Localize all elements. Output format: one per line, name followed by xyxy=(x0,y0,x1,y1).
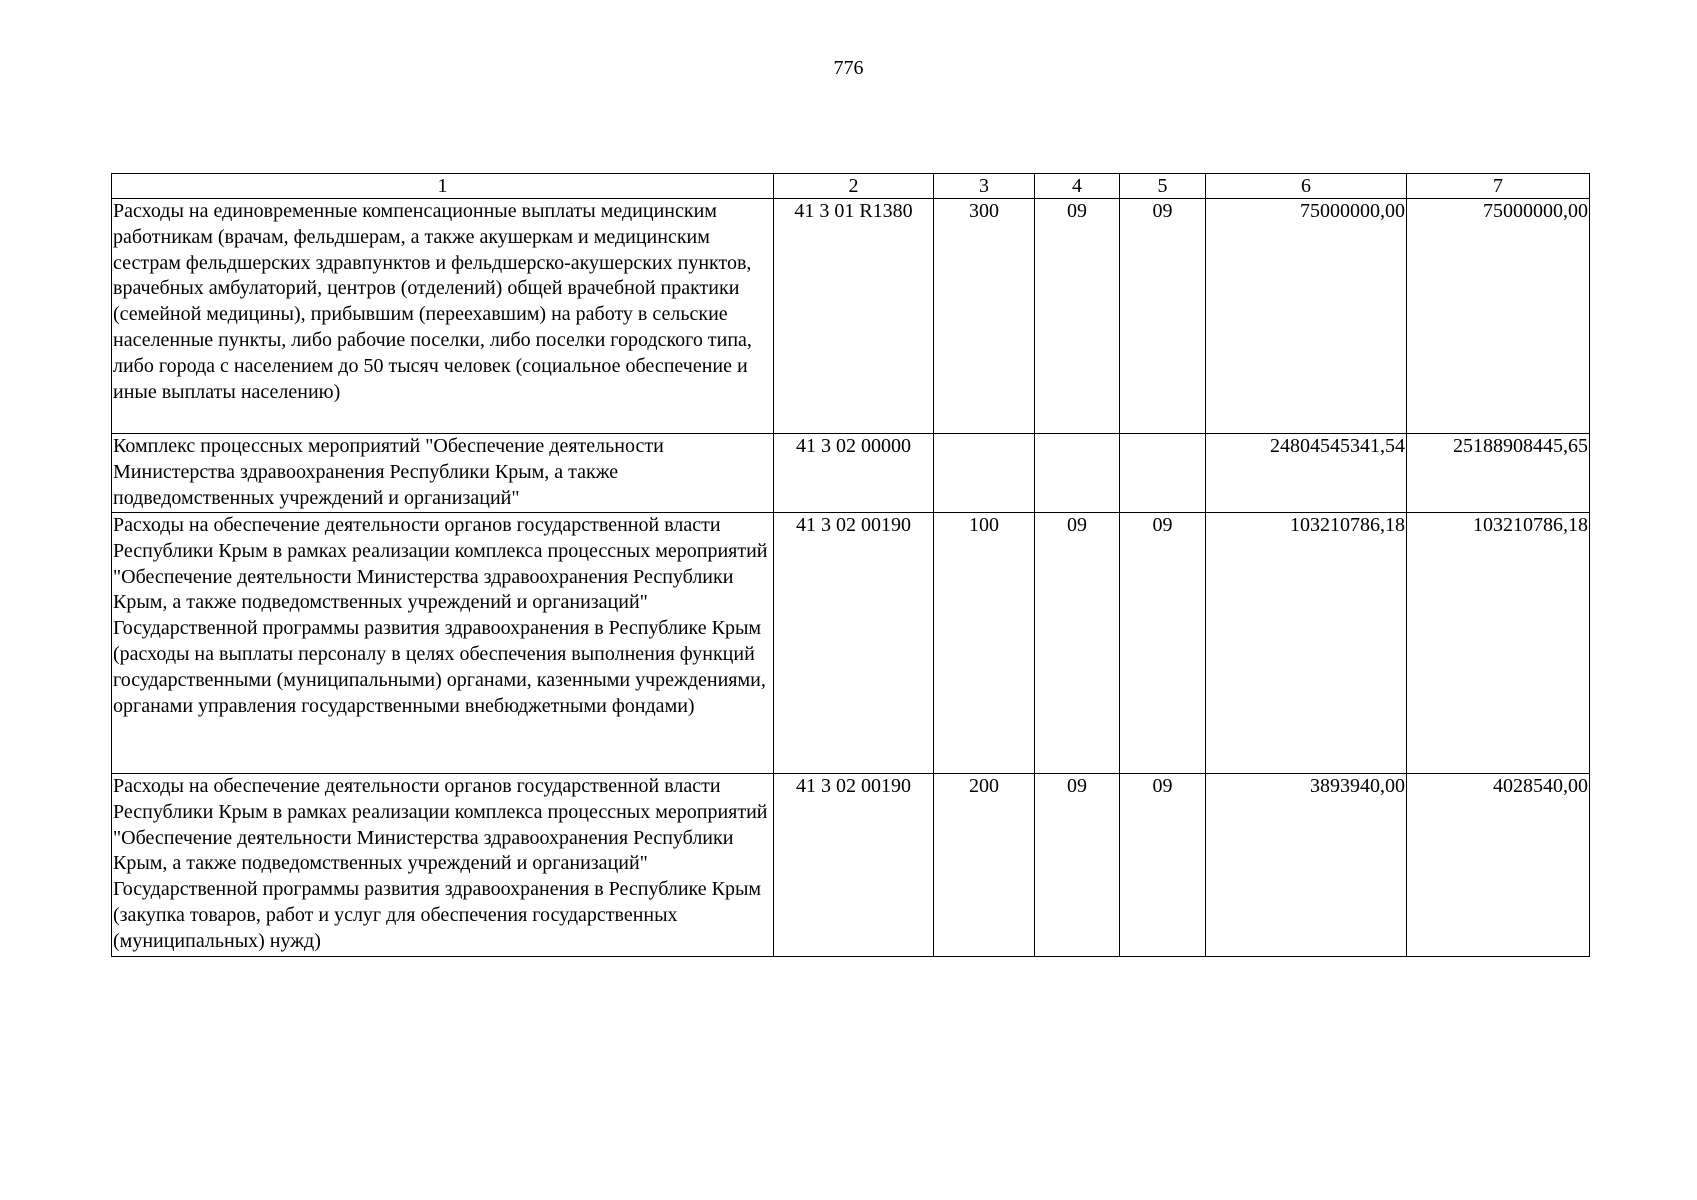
row-expense-type: 300 xyxy=(934,199,1035,434)
row-section: 09 xyxy=(1035,513,1120,774)
row-section: 09 xyxy=(1035,199,1120,434)
header-col-2: 2 xyxy=(774,174,934,199)
row-amount-col6: 103210786,18 xyxy=(1206,513,1407,774)
table-header xyxy=(112,174,1590,199)
row-section: 09 xyxy=(1035,774,1120,957)
table-body xyxy=(112,199,1590,957)
row-target-code: 41 3 02 00000 xyxy=(774,434,934,513)
row-amount-col7: 25188908445,65 xyxy=(1407,434,1590,513)
row-amount-col6: 24804545341,54 xyxy=(1206,434,1407,513)
row-target-code: 41 3 02 00190 xyxy=(774,774,934,957)
row-amount-col7: 75000000,00 xyxy=(1407,199,1590,434)
table-row xyxy=(112,199,1590,434)
row-section xyxy=(1035,434,1120,513)
row-description: Расходы на единовременные компенсационные выплаты медицинским работникам (врачам, фельдшерам, а также акушеркам и медицинским сестрам фельдшерских здравпунктов и фельдшерско-акушерских пунктов, врачебных амбулаторий, центров (отделений) общей врачебной практики (семейной медицины), прибывшим (переехавшим) на работу в сельские населенные пункты, либо рабочие поселки, либо поселки городского типа, либо города с населением до 50 тысяч человек (социальное обеспечение и иные выплаты населению) xyxy=(112,199,774,434)
header-col-4: 4 xyxy=(1035,174,1120,199)
row-description: Расходы на обеспечение деятельности органов государственной власти Республики Крым в рамках реализации комплекса процессных мероприятий "Обеспечение деятельности Министерства здравоохранения Республики Крым, а также подведомственных учреждений и организаций" Государственной программы развития здравоохранения в Республике Крым (расходы на выплаты персоналу в целях обеспечения выполнения функций государственными (муниципальными) органами, казенными учреждениями, органами управления государственными внебюджетными фондами) xyxy=(112,513,774,774)
row-subsection xyxy=(1120,434,1206,513)
header-col-1: 1 xyxy=(112,174,774,199)
row-subsection: 09 xyxy=(1120,774,1206,957)
header-col-5: 5 xyxy=(1120,174,1206,199)
budget-table xyxy=(111,173,1590,957)
row-amount-col6: 75000000,00 xyxy=(1206,199,1407,434)
header-col-7: 7 xyxy=(1407,174,1590,199)
row-amount-col7: 4028540,00 xyxy=(1407,774,1590,957)
row-subsection: 09 xyxy=(1120,513,1206,774)
row-description: Расходы на обеспечение деятельности органов государственной власти Республики Крым в рамках реализации комплекса процессных мероприятий "Обеспечение деятельности Министерства здравоохранения Республики Крым, а также подведомственных учреждений и организаций" Государственной программы развития здравоохранения в Республике Крым (закупка товаров, работ и услуг для обеспечения государственных (муниципальных) нужд) xyxy=(112,774,774,957)
row-expense-type: 100 xyxy=(934,513,1035,774)
header-row xyxy=(112,174,1590,199)
header-col-3: 3 xyxy=(934,174,1035,199)
table-row xyxy=(112,434,1590,513)
row-expense-type: 200 xyxy=(934,774,1035,957)
row-expense-type xyxy=(934,434,1035,513)
row-subsection: 09 xyxy=(1120,199,1206,434)
header-col-6: 6 xyxy=(1206,174,1407,199)
row-amount-col7: 103210786,18 xyxy=(1407,513,1590,774)
table-row xyxy=(112,513,1590,774)
row-target-code: 41 3 01 R1380 xyxy=(774,199,934,434)
row-description: Комплекс процессных мероприятий "Обеспечение деятельности Министерства здравоохранения Республики Крым, а также подведомственных учреждений и организаций" xyxy=(112,434,774,513)
row-amount-col6: 3893940,00 xyxy=(1206,774,1407,957)
row-target-code: 41 3 02 00190 xyxy=(774,513,934,774)
page-number: 776 xyxy=(833,57,864,79)
table-row xyxy=(112,774,1590,957)
